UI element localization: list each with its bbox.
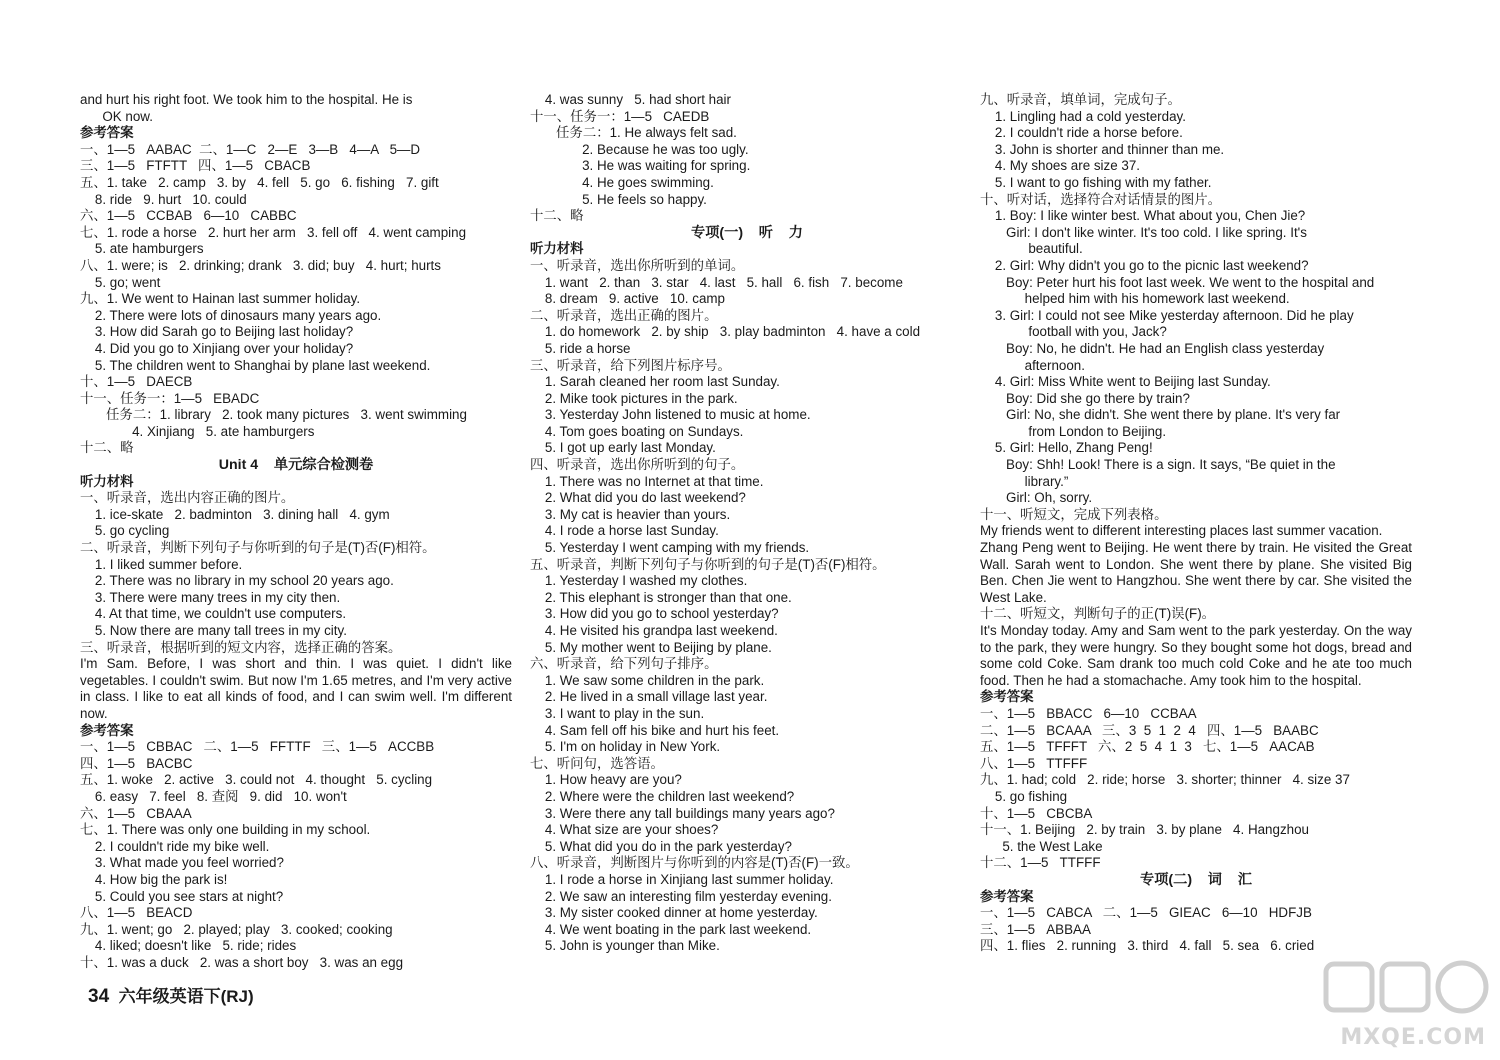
text-line: 5. Could you see stars at night? [80, 888, 284, 904]
text-line: 一、听录音，选出你所听到的单词。 [530, 257, 745, 273]
text-line: 3. There were many trees in my city then. [80, 589, 341, 605]
text-line: 九、听录音，填单词，完成句子。 [980, 92, 1181, 107]
text-line: 八、听录音，判断图片与你听到的内容是(T)否(F)一致。 [530, 855, 859, 871]
text-line: 5. go fishing [980, 788, 1068, 804]
text-line: 五、1. woke 2. active 3. could not 4. thought 5. cycling [80, 772, 433, 788]
text-line: afternoon. [980, 357, 1085, 373]
text-line: Girl: Oh, sorry. [980, 490, 1093, 506]
text-line: 二、听录音，选出正确的图片。 [530, 307, 718, 323]
column-left [80, 92, 512, 971]
text-line: 三、1—5 FTFTT 四、1—5 CBACB [80, 158, 311, 174]
text-line: 2. There was no library in my school 20 years ago. [80, 573, 394, 589]
text-line: 六、听录音，给下列句子排序。 [530, 656, 718, 672]
text-line: 一、听录音，选出内容正确的图片。 [80, 490, 295, 506]
text-line: 九、1. We went to Hainan last summer holiday. [80, 291, 361, 307]
text-line: 十一、1. Beijing 2. by train 3. by plane 4. Hangzhou [980, 822, 1309, 838]
text-line: 4. How big the park is! [80, 871, 228, 887]
text-line: 1. Sarah cleaned her room last Sunday. [530, 374, 780, 390]
text-line: 十二、略 [530, 208, 584, 224]
text-line: 八、1—5 BEACD [80, 905, 193, 921]
text-line: 5. He feels so happy. [530, 191, 707, 207]
text-line: 2. This elephant is stronger than that one. [530, 589, 792, 605]
text-line: 1. I liked summer before. [80, 556, 243, 572]
text-line: 2. We saw an interesting film yesterday evening. [530, 888, 832, 904]
text-line: My friends went to different interesting places last summer vacation. [980, 523, 1383, 539]
text-line: 五、1. take 2. camp 3. by 4. fell 5. go 6. fishing 7. gift [80, 174, 439, 190]
text-line: 十、1. was a duck 2. was a short boy 3. was an egg [80, 954, 404, 970]
text-line: 十、1—5 DAECB [80, 374, 193, 390]
text-line: OK now. [80, 108, 153, 124]
text-line: and hurt his right foot. We took him to the hospital. He is [80, 92, 413, 107]
text-line: Boy: No, he didn't. He had an English class yesterday [980, 340, 1325, 356]
text-line: 8. dream 9. active 10. camp [530, 291, 725, 307]
text-line: 3. I want to play in the sun. [530, 705, 705, 721]
text-line: 5. I got up early last Monday. [530, 440, 716, 456]
text-line: 1. do homework 2. by ship 3. play badminton 4. have a cold [530, 324, 921, 340]
text-line: 5. The children went to Shanghai by plane last weekend. [80, 357, 431, 373]
text-line: 四、听录音，选出你所听到的句子。 [530, 457, 745, 473]
text-line: 七、1. There was only one building in my school. [80, 822, 371, 838]
text-line: 1. How heavy are you? [530, 772, 682, 788]
text-line: 5. the West Lake [980, 838, 1103, 854]
text-line: 4. He goes swimming. [530, 174, 714, 190]
text-line: 十、1—5 CBCBA [980, 805, 1093, 821]
text-line: 4. What size are your shoes? [530, 822, 719, 838]
text-line: 十、听对话，选择符合对话情景的图片。 [980, 191, 1222, 207]
text-line: 3. My sister cooked dinner at home yesterday. [530, 905, 818, 921]
text-line: Girl: I don't like winter. It's too cold. I like spring. It's [980, 224, 1307, 240]
text-line: 3. John is shorter and thinner than me. [980, 141, 1225, 157]
text-line: 3. How did Sarah go to Beijing last holiday? [80, 324, 354, 340]
text-line: 4. liked; doesn't like 5. ride; rides [80, 938, 297, 954]
text-line: from London to Beijing. [980, 423, 1167, 439]
text-line: beautiful. [980, 241, 1083, 257]
text-line: 四、1—5 BACBC [80, 755, 193, 771]
text-line: football with you, Jack? [980, 324, 1167, 340]
text-line: 3. Yesterday John listened to music at home. [530, 407, 811, 423]
text-line: 任务二：1. He always felt sad. [530, 125, 737, 141]
text-line: 十一、任务一：1—5 CAEDB [530, 108, 710, 124]
column-right [980, 92, 1412, 955]
text-line: 5. go cycling [80, 523, 170, 539]
text-line: 2. I couldn't ride my bike well. [80, 838, 270, 854]
text-line: 十一、任务一：1—5 EBADC [80, 390, 260, 406]
section-heading: 参考答案 [980, 888, 1034, 904]
text-line: 4. At that time, we couldn't use computers. [80, 606, 347, 622]
text-line: 5. Girl: Hello, Zhang Peng! [980, 440, 1153, 456]
text-line: 5. John is younger than Mike. [530, 938, 720, 954]
text-line: 三、听录音，给下列图片标序号。 [530, 357, 731, 373]
text-line: 4. My shoes are size 37. [980, 158, 1141, 174]
text-line: 5. ate hamburgers [80, 241, 204, 257]
text-line: 十一、听短文，完成下列表格。 [980, 506, 1168, 522]
text-line: 5. My mother went to Beijing by plane. [530, 639, 772, 655]
text-line: 2. What did you do last weekend? [530, 490, 746, 506]
text-line: 4. Girl: Miss White went to Beijing last Sunday. [980, 374, 1271, 390]
text-line: 四、1. flies 2. running 3. third 4. fall 5. sea 6. cried [980, 938, 1315, 954]
text-line: 三、1—5 ABBAA [980, 921, 1091, 937]
section-heading: 参考答案 [80, 722, 134, 738]
watermark-text: MXQE.COM [1340, 1025, 1486, 1050]
text-line: 4. Sam fell off his bike and hurt his feet. [530, 722, 780, 738]
text-line: Boy: Peter hurt his foot last week. We went to the hospital and [980, 274, 1375, 290]
text-line: 3. Were there any tall buildings many years ago? [530, 805, 835, 821]
text-line: 1. There was no Internet at that time. [530, 473, 764, 489]
text-line: 1. Boy: I like winter best. What about you, Chen Jie? [980, 208, 1306, 224]
text-line: 3. Girl: I could not see Mike yesterday afternoon. Did he play [980, 307, 1354, 323]
text-line: 3. What made you feel worried? [80, 855, 284, 871]
text-line: 2. Where were the children last weekend? [530, 788, 795, 804]
text-line: 5. ride a horse [530, 340, 631, 356]
page-number: 34 [88, 986, 110, 1007]
section-heading: 参考答案 [980, 689, 1034, 705]
text-line: 8. ride 9. hurt 10. could [80, 191, 247, 207]
text-line: 一、1—5 CABCA 二、1—5 GIEAC 6—10 HDFJB [980, 905, 1312, 921]
text-line: helped him with his homework last weekend. [980, 291, 1290, 307]
text-line: 一、1—5 AABAC 二、1—C 2—E 3—B 4—A 5—D [80, 141, 421, 157]
text-line: I'm Sam. Before, I was short and thin. I was quiet. I didn't like vegetables. I couldn't swim. But now I'm 1.65 metres, and I'm very active in class. I like to eat all kinds of food, and I can swim well. I'm different now. [80, 656, 512, 721]
text-line: 2. He lived in a small village last year. [530, 689, 768, 705]
text-line: 六、1—5 CBAAA [80, 805, 192, 821]
watermark-logo-icon [1320, 958, 1492, 1028]
text-line: 1. want 2. than 3. star 4. last 5. hall 6. fish 7. become [530, 274, 903, 290]
column-middle [530, 92, 964, 955]
text-line: 2. There were lots of dinosaurs many years ago. [80, 307, 382, 323]
text-line: 5. go; went [80, 274, 161, 290]
text-line: 1. We saw some children in the park. [530, 672, 765, 688]
text-line: 3. He was waiting for spring. [530, 158, 751, 174]
text-line: 5. I want to go fishing with my father. [980, 174, 1212, 190]
site-watermark [1320, 958, 1492, 1054]
text-line: 2. I couldn't ride a horse before. [980, 125, 1183, 141]
text-line: 十二、略 [80, 440, 134, 456]
text-line: 3. How did you go to school yesterday? [530, 606, 779, 622]
text-line: 4. Xinjiang 5. ate hamburgers [80, 423, 315, 439]
text-line: 七、1. rode a horse 2. hurt her arm 3. fell off 4. went camping [80, 224, 467, 240]
text-line: 4. He visited his grandpa last weekend. [530, 623, 778, 638]
text-line: 六、1—5 CCBAB 6—10 CABBC [80, 208, 297, 224]
text-line: Girl: No, she didn't. She went there by plane. It's very far [980, 407, 1341, 423]
text-line: 3. My cat is heavier than yours. [530, 506, 731, 522]
text-line: 4. Did you go to Xinjiang over your holiday? [80, 340, 354, 356]
text-line: 九、1. went; go 2. played; play 3. cooked; cooking [80, 921, 393, 937]
text-line: 4. I rode a horse last Sunday. [530, 523, 719, 539]
section-title: 专项(二) 词 汇 [1140, 871, 1252, 888]
text-line: 八、1—5 TTFFF [980, 755, 1088, 771]
text-line: 一、1—5 BBACC 6—10 CCBAA [980, 705, 1197, 721]
text-line: Boy: Shh! Look! There is a sign. It says, “Be quiet in the [980, 457, 1336, 473]
text-line: 6. easy 7. feel 8. 查阅 9. did 10. won't [80, 788, 347, 804]
text-line: 2. Mike took pictures in the park. [530, 390, 738, 406]
text-line: 八、1. were; is 2. drinking; drank 3. did; buy 4. hurt; hurts [80, 257, 441, 273]
book-title: 六年级英语下(RJ) [118, 987, 254, 1006]
section-title: 专项(一) 听 力 [691, 224, 803, 241]
text-line: 2. Because he was too ugly. [530, 141, 749, 157]
text-line: 1. ice-skate 2. badminton 3. dining hall 4. gym [80, 506, 390, 522]
text-line: 九、1. had; cold 2. ride; horse 3. shorter; thinner 4. size 37 [980, 772, 1350, 788]
text-line: 1. Yesterday I washed my clothes. [530, 573, 748, 589]
text-line: Zhang Peng went to Beijing. He went there by train. He visited the Great Wall. Sarah went to London. She went there by plane. She visited Big Ben. Chen Jie went to Hangzhou. She went there by car. She visited the West Lake. [980, 540, 1412, 605]
text-line: library.” [980, 473, 1069, 489]
section-title: Unit 4 单元综合检测卷 [218, 457, 374, 474]
text-line: 七、听问句，选答语。 [530, 755, 664, 771]
text-line: 1. Lingling had a cold yesterday. [980, 108, 1186, 124]
text-line: It's Monday today. Amy and Sam went to the park yesterday. On the way to the park, they were hungry. So they bought some hot dogs, bread and some cold Coke. Sam drank too much cold Coke and he ate too much food. Then he had a stomachache. Amy took him to the hospital. [980, 623, 1412, 688]
text-line: 4. We went boating in the park last weekend. [530, 921, 812, 937]
text-line: 5. I'm on holiday in New York. [530, 739, 721, 755]
text-line: 4. was sunny 5. had short hair [530, 92, 731, 107]
text-line: 5. Yesterday I went camping with my friends. [530, 540, 810, 556]
text-line: 2. Girl: Why didn't you go to the picnic last weekend? [980, 257, 1309, 273]
text-line: 三、听录音，根据听到的短文内容，选择正确的答案。 [80, 639, 402, 655]
text-line: 十二、听短文，判断句子的正(T)误(F)。 [980, 606, 1216, 622]
text-line: 五、1—5 TFFFT 六、2 5 4 1 3 七、1—5 AACAB [980, 739, 1315, 755]
text-line: 5. Now there are many tall trees in my city. [80, 623, 347, 638]
section-heading: 参考答案 [80, 125, 134, 141]
text-line: 二、1—5 BCAAA 三、3 5 1 2 4 四、1—5 BAABC [980, 722, 1319, 738]
page-footer [88, 982, 254, 1008]
text-line: 一、1—5 CBBAC 二、1—5 FFTTF 三、1—5 ACCBB [80, 739, 435, 755]
text-line: Boy: Did she go there by train? [980, 390, 1190, 406]
text-line: 十二、1—5 TTFFF [980, 855, 1101, 871]
text-line: 1. I rode a horse in Xinjiang last summer holiday. [530, 871, 834, 887]
text-line: 4. Tom goes boating on Sundays. [530, 423, 744, 439]
section-heading: 听力材料 [80, 473, 134, 489]
section-heading: 听力材料 [530, 241, 584, 257]
text-line: 五、听录音，判断下列句子与你听到的句子是(T)否(F)相符。 [530, 556, 886, 572]
text-line: 5. What did you do in the park yesterday? [530, 838, 793, 854]
text-line: 二、听录音，判断下列句子与你听到的句子是(T)否(F)相符。 [80, 540, 436, 556]
text-line: 任务二：1. library 2. took many pictures 3. went swimming [80, 407, 467, 423]
